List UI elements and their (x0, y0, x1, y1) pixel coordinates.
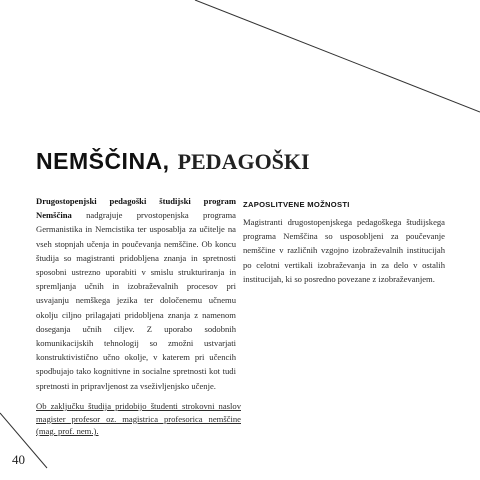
program-name: Drugostopenjski pedagoški študijski program Nemščina (36, 196, 236, 221)
program-description (36, 194, 236, 393)
employment-text: Magistranti drugostopenjskega pedagoškega študijskega programa Nemščina so usposobljeni za poučevanje nemščine v različnih vzgojno izobraževalnih institucijah po celotni vertikali izobraževanja in za delo v ostalih institucijah, ki so posredno povezane z izobraževanjem. (243, 217, 445, 284)
page-title (36, 140, 310, 177)
page-number: 40 (12, 452, 25, 467)
description-text: nadgrajuje prvostopenjska programa Germanistika in Nemcistika ter usposablja za učitelje na vseh stopnjah učenja in poučevanja nemščine. Ob koncu študija so magistranti pridobljena znanja in spretnosti sposobni ustrezno uporabiti v smislu strukturiranja in spremljanja učnih in izobraževalnih procesov pri usvajanju nemškega jezika ter določenemu učnemu okolju ciljno prilagajati pridobljena znanja z namenom doseganja učnih ciljev. Z uporabo sodobnih komunikacijskih tehnologij so zmožni ustvarjati konstruktivistično učno okolje, v katerem pri učencih spodbujajo tako kognitivne in socialne spretnosti kot tudi spretnosti in pripravljenost za vseživljenjsko učenje. (36, 210, 236, 391)
employment-heading: ZAPOSLITVENE MOŽNOSTI (243, 200, 350, 209)
top-diagonal-line (195, 0, 480, 112)
title-light: PEDAGOŠKI (177, 149, 310, 174)
degree-conclusion: Ob zaključku študija pridobijo študenti strokovni naslov magister profesor oz. magistrica profesorica nemščine (mag. prof. nem.). (36, 401, 241, 436)
employment-section (243, 200, 445, 286)
title-bold: NEMŠČINA, (36, 148, 170, 174)
description-paragraph (36, 194, 236, 393)
